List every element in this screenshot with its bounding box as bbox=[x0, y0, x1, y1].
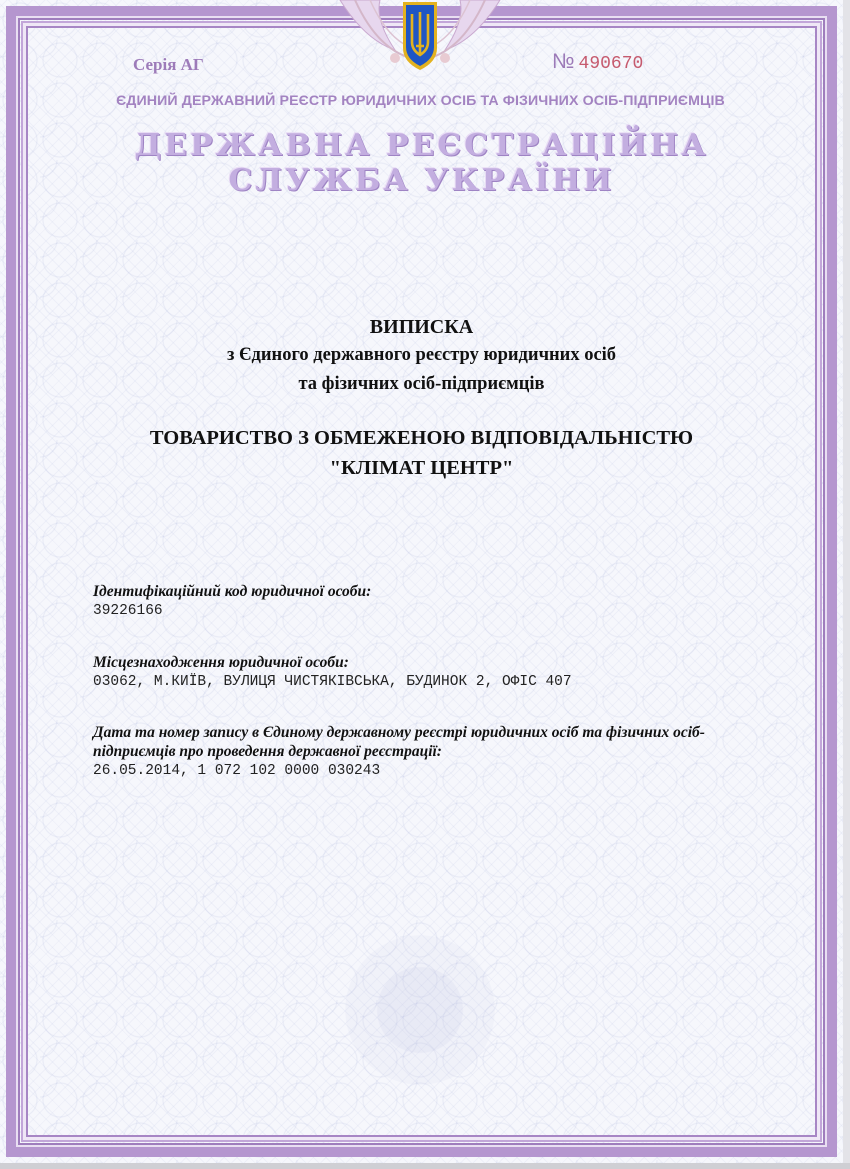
watermark-seal bbox=[345, 935, 495, 1085]
organization-name-line2: "КЛІМАТ ЦЕНТР" bbox=[329, 457, 514, 479]
registry-name: ЄДИНИЙ ДЕРЖАВНИЙ РЕЄСТР ЮРИДИЧНИХ ОСІБ ТА ФІЗИЧНИХ ОСІБ-ПІДПРИЄМЦІВ bbox=[116, 93, 725, 109]
field-value: 26.05.2014, 1 072 102 0000 030243 bbox=[93, 763, 381, 779]
service-name-line1: ДЕРЖАВНА РЕЄСТРАЦІЙНА bbox=[134, 128, 709, 163]
series-label: Серія АГ bbox=[133, 55, 204, 74]
coat-of-arms-ornament bbox=[335, 0, 505, 82]
service-name-line2: СЛУЖБА УКРАЇНИ bbox=[228, 163, 615, 198]
number-value: 490670 bbox=[578, 54, 644, 74]
organization-name-line1: ТОВАРИСТВО З ОБМЕЖЕНОЮ ВІДПОВІДАЛЬНІСТЮ bbox=[149, 427, 694, 449]
field-value: 39226166 bbox=[93, 603, 163, 619]
field-registration-record bbox=[93, 723, 773, 781]
document-number bbox=[552, 50, 643, 74]
trident-icon bbox=[403, 2, 437, 70]
field-identification-code bbox=[93, 582, 773, 621]
number-sign: № bbox=[552, 50, 575, 73]
document-subtitle-line1: з Єдиного державного реєстру юридичних осіб bbox=[226, 345, 617, 365]
field-location bbox=[93, 653, 773, 692]
document-title: ВИПИСКА bbox=[369, 316, 474, 338]
field-value: 03062, М.КИЇВ, ВУЛИЦЯ ЧИСТЯКІВСЬКА, БУДИНОК 2, ОФІС 407 bbox=[93, 674, 572, 690]
scan-edge-bottom bbox=[0, 1163, 850, 1169]
field-label: Дата та номер запису в Єдиному державному реєстрі юридичних осіб та фізичних осіб-підприємців про проведення державної реєстрації: bbox=[93, 724, 705, 760]
scan-edge-right bbox=[843, 0, 850, 1169]
field-label: Місцезнаходження юридичної особи: bbox=[93, 654, 349, 671]
field-label: Ідентифікаційний код юридичної особи: bbox=[93, 583, 372, 600]
document-subtitle-line2: та фізичних осіб-підприємців bbox=[298, 374, 545, 394]
